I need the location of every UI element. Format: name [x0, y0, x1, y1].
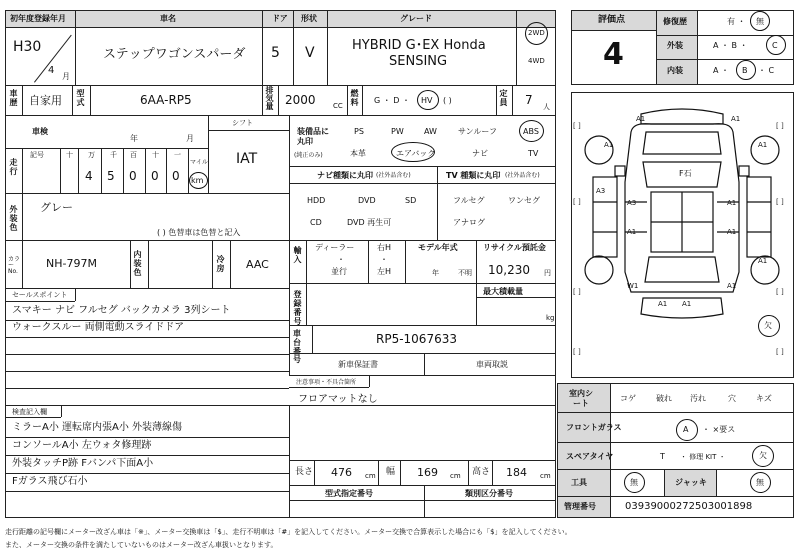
grade-line2: SENSING	[389, 54, 448, 69]
car-outline-diagram	[571, 92, 794, 378]
jack-value: 無	[756, 478, 764, 487]
fuel-options: G ・ D ・	[374, 96, 410, 105]
mileage-digit: 4	[85, 169, 93, 183]
length-value: 476	[331, 466, 352, 479]
category-label: 車歴	[9, 89, 18, 107]
damage-mark: A1	[727, 282, 737, 290]
mile-label: マイル	[190, 159, 208, 166]
mileage-digit: 0	[172, 169, 180, 183]
navi-dvd-play: DVD 再生可	[347, 218, 392, 227]
km-label: km	[191, 176, 204, 185]
recycle-label: リサイクル預託金	[483, 243, 546, 252]
equip-leather: 本革	[350, 149, 366, 158]
capacity-label: 定員	[499, 89, 508, 107]
interior-selected: B	[742, 66, 748, 75]
model-value: 6AA-RP5	[140, 93, 192, 107]
model-year-unit: 年	[432, 269, 439, 277]
equip-abs: ABS	[523, 127, 539, 136]
rating-label: 評価点	[598, 15, 626, 25]
damage-mark: A1	[758, 257, 768, 265]
damage-mark: A3	[627, 199, 637, 207]
footer-note-1: 走行距離の記号欄にメーター改ざん車は「※」、メーター交換車は「$」、走行不明車は「#」を記入してください。メーター交換で合算表示した場合にも「$」を記入してください。	[5, 528, 572, 536]
seat-burn: コゲ	[620, 394, 636, 403]
model-year-label: モデル年式	[418, 243, 458, 252]
notes-label: 注意事項・不具合箇所	[296, 379, 357, 386]
spare-kit: ・ 修理 KIT ・	[680, 453, 726, 461]
type-number-label: 型式指定番号	[325, 489, 373, 498]
management-label: 管理番号	[564, 502, 596, 511]
length-label: 長さ	[295, 467, 314, 477]
sales-line: ウォークスルー 両側電動スライドドア	[12, 322, 185, 333]
height-value: 184	[506, 466, 527, 479]
shape-value: V	[305, 45, 315, 61]
svg-text:[ ]: [ ]	[573, 288, 581, 296]
seat-tear: 破れ	[656, 394, 672, 403]
tool-label: 工具	[571, 478, 587, 487]
navi-label: ナビ種類に丸印	[317, 171, 373, 180]
shape-label: 形状	[301, 14, 317, 23]
rating-value: 4	[603, 37, 624, 72]
fuel-selected: HV	[421, 96, 433, 105]
model-year-unknown: 不明	[458, 269, 472, 277]
equip-airbag: エアバック	[396, 149, 436, 158]
equip-sunroof: サンルーフ	[458, 127, 497, 136]
color-label: 外装色	[9, 205, 18, 232]
chassis-label: 車台番号	[293, 329, 301, 365]
spare-selected: 欠	[759, 451, 767, 460]
spare-t: T	[660, 452, 665, 461]
height-label: 高さ	[472, 467, 491, 477]
tv-label: TV 種類に丸印	[446, 171, 501, 180]
grade-label: グレード	[400, 14, 432, 23]
seat-dirt: 汚れ	[690, 394, 706, 403]
max-load-unit: kg	[546, 314, 555, 322]
exterior-options: A ・ B ・	[713, 41, 748, 50]
unit-sen: 千	[110, 151, 117, 159]
new-car-warranty: 新車保証書	[338, 360, 378, 369]
interior-color-label: 内装色	[133, 250, 142, 277]
model-label: 型式	[76, 89, 85, 107]
color-code-label: カラーNo.	[8, 256, 21, 275]
equip-pw: PW	[391, 127, 404, 136]
category-value: 自家用	[29, 94, 62, 107]
windshield-label: フロントガラス	[566, 423, 622, 432]
damage-mark: A1	[636, 115, 646, 123]
damage-mark: W1	[627, 282, 639, 290]
navi-sub: (社外品含む)	[376, 172, 411, 179]
sales-label: セールスポイント	[12, 291, 68, 299]
check-line: 外装タッチP跡 Fバンパ下面A小	[12, 458, 154, 469]
unit-ju: 十	[152, 151, 159, 159]
color-note: ( ) 色替車は色替と記入	[157, 228, 241, 237]
navi-sd: SD	[405, 196, 417, 205]
import-left: 左H	[377, 267, 392, 276]
unit-hyaku: 百	[130, 151, 137, 159]
max-load-label: 最大積載量	[483, 287, 523, 296]
notes-value: フロアマットなし	[298, 394, 378, 405]
mileage-label: 走行	[9, 158, 18, 176]
chassis-value: RP5-1067633	[376, 332, 457, 346]
ac-label: 冷房	[216, 255, 225, 273]
import-right: 右H	[377, 243, 392, 252]
shift-value: IAT	[236, 151, 258, 167]
seat-scratch: キズ	[756, 394, 772, 403]
windshield-selected: A	[683, 425, 689, 434]
equip-aw: AW	[424, 127, 437, 136]
length-unit: cm	[365, 472, 376, 480]
registration-label: 登録番号	[293, 290, 302, 326]
svg-text:[ ]: [ ]	[776, 348, 784, 356]
missing-mark: 欠	[764, 321, 772, 330]
recycle-value: 10,230	[488, 263, 530, 277]
stone-chip-mark: F石	[679, 169, 692, 178]
tv-analog: アナログ	[453, 218, 485, 227]
width-value: 169	[417, 466, 438, 479]
shift-label: シフト	[232, 119, 253, 127]
damage-mark: A1	[758, 141, 768, 149]
interior-seat-label: 室内シート	[569, 389, 593, 409]
displacement-value: 2000	[285, 93, 316, 107]
displacement-label: 排気量	[265, 86, 274, 110]
tv-fullseg: フルセグ	[453, 196, 485, 205]
month-value: 4	[48, 65, 55, 76]
recycle-yen: 円	[544, 269, 551, 277]
svg-text:[ ]: [ ]	[776, 288, 784, 296]
navi-hdd: HDD	[307, 196, 326, 205]
capacity-unit: 人	[543, 103, 550, 111]
repair-label: 修復歴	[663, 17, 687, 26]
car-name: ステップワゴンスパーダ	[103, 47, 246, 62]
exterior-selected: C	[772, 41, 778, 50]
equipment-label: 装備品に丸印	[297, 127, 329, 146]
fuel-label: 燃料	[350, 89, 359, 107]
capacity-value: 7	[525, 93, 533, 107]
import-dealer: ディーラー	[315, 243, 355, 252]
mileage-code-label: 記号	[30, 151, 44, 159]
inspection-year: 年	[130, 134, 138, 143]
inspection-label: 車検	[32, 127, 48, 136]
windshield-rest: ・ ×要ス	[702, 425, 736, 434]
svg-text:[ ]: [ ]	[573, 198, 581, 206]
damage-mark: A1	[627, 228, 637, 236]
interior-label: 内装	[667, 66, 683, 75]
mileage-digit: 0	[129, 169, 137, 183]
interior-options: A ・	[713, 66, 730, 75]
exterior-label: 外装	[667, 41, 683, 50]
equip-navi: ナビ	[472, 149, 488, 158]
svg-text:[ ]: [ ]	[573, 348, 581, 356]
damage-mark: A1	[604, 141, 614, 149]
fuel-paren: ( )	[443, 96, 452, 105]
sales-line: スマキー ナビ フルセグ バックカメラ 3列シート	[12, 305, 231, 316]
equip-ps: PS	[354, 127, 364, 136]
year-label: 初年度登録年月	[10, 14, 66, 23]
check-label: 検査記入欄	[12, 408, 47, 416]
check-line: ミラーA小 運転席内張A小 外装薄線傷	[12, 422, 183, 433]
mileage-digit: 0	[151, 169, 159, 183]
svg-text:[ ]: [ ]	[776, 198, 784, 206]
damage-mark: A1	[727, 199, 737, 207]
width-label: 幅	[386, 467, 396, 477]
class-number-label: 類別区分番号	[465, 489, 513, 498]
month-unit: 月	[62, 72, 70, 81]
door-label: ドア	[272, 14, 288, 23]
drive-2wd: 2WD	[528, 29, 545, 37]
import-dot: ・	[337, 255, 345, 264]
unit-ju-man: 十	[66, 151, 73, 159]
mileage-digit: 5	[107, 169, 115, 183]
jack-label: ジャッキ	[675, 478, 707, 487]
vehicle-manual: 車両取説	[476, 360, 508, 369]
damage-mark: A1	[682, 300, 692, 308]
navi-dvd: DVD	[358, 196, 376, 205]
svg-text:[ ]: [ ]	[776, 122, 784, 130]
inspection-month: 月	[186, 134, 194, 143]
interior-rest: ・ C	[758, 66, 775, 75]
svg-text:[ ]: [ ]	[573, 122, 581, 130]
navi-cd: CD	[310, 218, 322, 227]
equipment-sub: (純正のみ)	[294, 152, 323, 159]
color-value: グレー	[40, 201, 73, 214]
repair-selected: 無	[756, 17, 764, 26]
check-line: コンソールA小 左ウォタ修理跡	[12, 440, 152, 451]
damage-mark: A3	[596, 187, 606, 195]
tv-sub: (社外品含む)	[505, 172, 540, 179]
import-parallel: 並行	[331, 267, 347, 276]
management-number: 0393900027250300189​8	[625, 501, 753, 512]
unit-man: 万	[88, 151, 95, 159]
door-value: 5	[271, 45, 280, 61]
equip-tv: TV	[528, 149, 539, 158]
import-label: 輸入	[293, 246, 302, 264]
tool-value: 無	[630, 478, 638, 487]
seat-hole: 穴	[728, 394, 736, 403]
import-dot2: ・	[380, 255, 388, 264]
grade-line1: HYBRID G･EX Honda	[352, 38, 486, 53]
year-value: H30	[13, 39, 42, 55]
damage-mark: A1	[727, 228, 737, 236]
damage-mark: A1	[658, 300, 668, 308]
width-unit: cm	[450, 472, 461, 480]
color-code-value: NH-797M	[46, 257, 97, 270]
damage-mark: A1	[731, 115, 741, 123]
drive-4wd: 4WD	[528, 57, 545, 65]
cc-unit: CC	[333, 102, 343, 110]
tv-oneseg: ワンセグ	[508, 196, 540, 205]
check-line: Fガラス飛び石小	[12, 476, 88, 487]
ac-value: AAC	[246, 258, 269, 271]
car-name-label: 車名	[160, 14, 176, 23]
spare-tire-label: スペアタイヤ	[566, 452, 614, 461]
height-unit: cm	[540, 472, 551, 480]
footer-note-2: また、メーター交換の条件を満たしていないものはメーター改ざん車扱いとなります。	[5, 541, 278, 549]
repair-options: 有 ・	[727, 17, 746, 26]
unit-ichi: 一	[174, 151, 181, 159]
